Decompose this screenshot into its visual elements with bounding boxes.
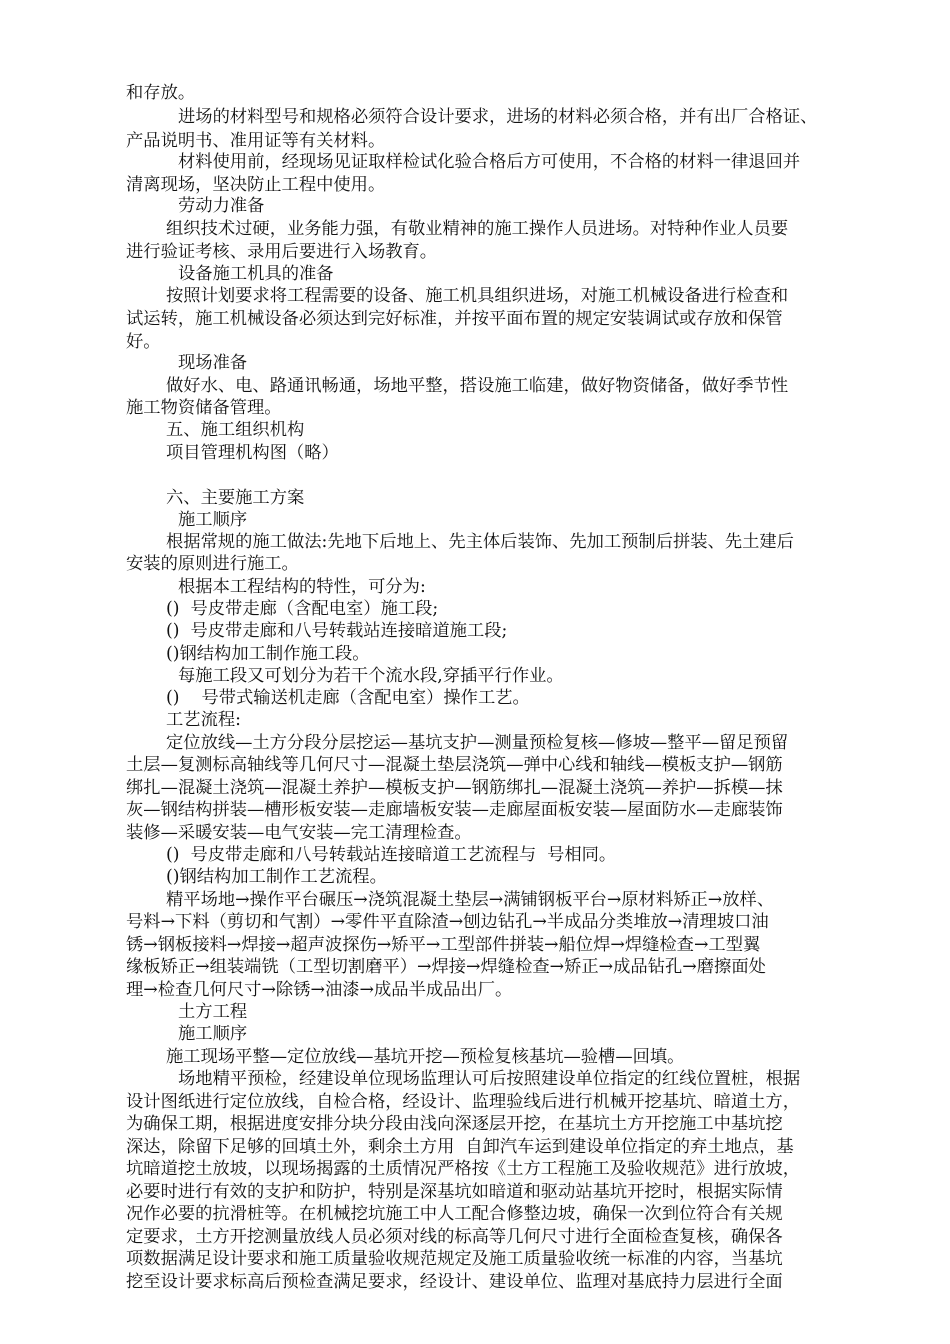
section-heading: 施工顺序 [178,1024,248,1044]
text-line: 必要时进行有效的支护和防护，特别是深基坑如暗道和驱动站基坑开挖时，根据实际情 [126,1182,783,1202]
section-heading: 劳动力准备 [178,196,265,216]
text-line: 定要求，土方开挖测量放线人员必须对线的标高等几何尺寸进行全面检查复核，确保各 [126,1227,783,1247]
text-line: 安装的原则进行施工。 [126,554,299,574]
text-line: 精平场地→操作平台碾压→浇筑混凝土垫层→满铺钢板平台→原材料矫正→放样、 [166,890,775,910]
text-line: 组织技术过硬，业务能力强，有敬业精神的施工操作人员进场。对特种作业人员要 [166,219,789,239]
text-line: 理→检查几何尺寸→除锈→油漆→成品半成品出厂。 [126,980,513,1000]
text-line: 按照计划要求将工程需要的设备、施工机具组织进场，对施工机械设备进行检查和 [166,286,789,306]
text-line: 号料→下料（剪切和气割）→零件平直除渣→刨边钻孔→半成品分类堆放→清理坡口油 [126,912,769,932]
text-line: 和存放。 [126,83,196,103]
list-item: () 号皮带走廊（含配电室）施工段; [166,599,439,619]
text-line: 灰—钢结构拼装—槽形板安装—走廊墙板安装—走廊屋面板安装—屋面防水—走廊装饰 [126,800,783,820]
text-line: 做好水、电、路通讯畅通，场地平整，搭设施工临建，做好物资储备，做好季节性 [166,376,789,396]
section-heading: 现场准备 [178,353,248,373]
text-line: 缘板矫正→组装端铣（工型切割磨平）→焊接→焊缝检查→矫正→成品钻孔→磨擦面处 [126,957,766,977]
list-item: ()钢结构加工制作施工段。 [166,644,370,664]
section-heading: 土方工程 [178,1002,248,1022]
text-line: 绑扎—混凝土浇筑—混凝土养护—模板支护—钢筋绑扎—混凝土浇筑—养护—拆模—抹 [126,778,783,798]
section-heading: 工艺流程: [166,710,241,730]
text-line: 清离现场，坚决防止工程中使用。 [126,175,386,195]
text-line: 每施工段又可划分为若干个流水段,穿插平行作业。 [178,666,564,686]
text-line: 施工物资储备管理。 [126,398,282,418]
text-line: 进行验证考核、录用后要进行入场教育。 [126,242,438,262]
section-heading: 设备施工机具的准备 [178,264,334,284]
text-line: 挖至设计要求标高后预检查满足要求，经设计、建设单位、监理对基底持力层进行全面 [126,1272,783,1292]
text-line: 项数据满足设计要求和施工质量验收规范规定及施工质量验收统一标准的内容，当基坑 [126,1249,783,1269]
text-line: 好。 [126,332,161,352]
text-line: 定位放线—土方分段分层挖运—基坑支护—测量预检复核—修坡—整平—留足预留 [166,733,789,753]
text-line: 场地精平预检，经建设单位现场监理认可后按照建设单位指定的红线位置桩，根据 [178,1069,801,1089]
text-line: 况作必要的抗滑桩等。在机械挖坑施工中人工配合修整边坡，确保一次到位符合有关规 [126,1204,783,1224]
list-item: () 号带式输送机走廊（含配电室）操作工艺。 [166,688,530,708]
section-heading: 六、主要施工方案 [166,488,305,508]
text-line: 设计图纸进行定位放线，自检合格，经设计、监理验线后进行机械开挖基坑、暗道土方， [126,1092,800,1112]
list-item: () 号皮带走廊和八号转载站连接暗道施工段; [166,621,508,641]
section-heading: 施工顺序 [178,510,248,530]
text-line: 项目管理机构图（略） [166,443,339,463]
section-heading: 五、施工组织机构 [166,420,305,440]
text-line: 深达，除留下足够的回填土外，剩余土方用 自卸汽车运到建设单位指定的弃土地点，基 [126,1137,794,1157]
text-line: 锈→钢板接料→焊接→超声波探伤→矫平→工型部件拼装→船位焊→焊缝检查→工型翼 [126,935,761,955]
text-line: 根据常规的施工做法:先地下后地上、先主体后装饰、先加工预制后拼装、先土建后 [166,532,794,552]
list-item: ()钢结构加工制作工艺流程。 [166,867,387,887]
text-line: 为确保工期，根据进度安排分块分段由浅向深逐层开挖，在基坑土方开挖施工中基坑挖 [126,1114,783,1134]
text-line: 土层—复测标高轴线等几何尺寸—混凝土垫层浇筑—弹中心线和轴线—模板支护—钢筋 [126,755,783,775]
text-line: 根据本工程结构的特性，可分为: [178,577,426,597]
text-line: 坑暗道挖土放坡，以现场揭露的土质情况严格按《土方工程施工及验收规范》进行放坡， [126,1159,800,1179]
text-line: 装修—采暖安装—电气安装—完工清理检查。 [126,823,472,843]
text-line: 产品说明书、准用证等有关材料。 [126,131,386,151]
text-line: 材料使用前，经现场见证取样检试化验合格后方可使用，不合格的材料一律退回并 [178,152,801,172]
text-line: 试运转，施工机械设备必须达到完好标准，并按平面布置的规定安装调试或存放和保管 [126,309,783,329]
text-line: 进场的材料型号和规格必须符合设计要求，进场的材料必须合格，并有出厂合格证、 [178,107,818,127]
list-item: () 号皮带走廊和八号转载站连接暗道工艺流程与 号相同。 [166,845,617,865]
text-line: 施工现场平整—定位放线—基坑开挖—预检复核基坑—验槽—回填。 [166,1047,685,1067]
